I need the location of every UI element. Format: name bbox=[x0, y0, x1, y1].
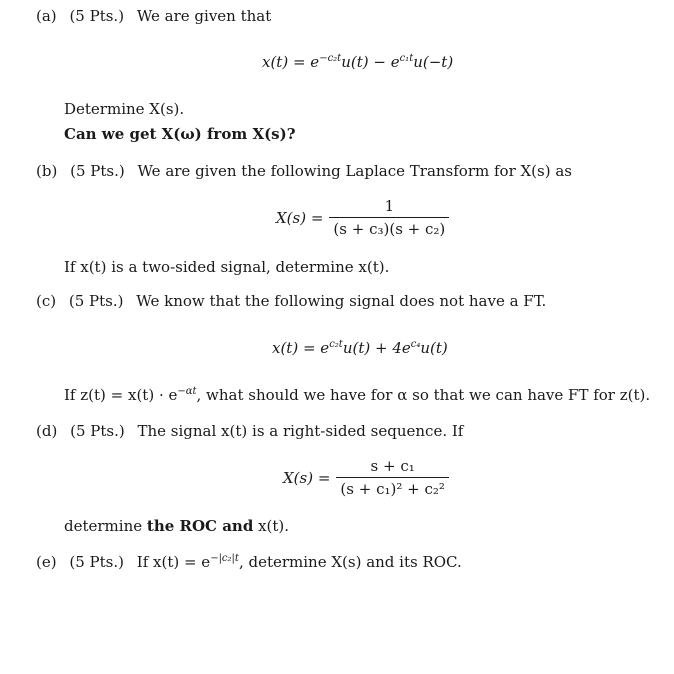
part-e-text-post: , determine X(s) and its ROC. bbox=[238, 553, 462, 571]
part-c-text-pre: If z(t) = x(t) · e bbox=[64, 386, 178, 404]
part-c-text-exp: −αt bbox=[177, 386, 197, 397]
part-b-eq-lhs: X(s) = bbox=[276, 208, 324, 227]
part-c-text bbox=[64, 385, 650, 405]
part-d-numerator: s + c₁ bbox=[336, 457, 448, 478]
part-b-text: If x(t) is a two-sided signal, determine x(t). bbox=[64, 258, 390, 276]
part-b-intro: We are given the following Laplace Transform for X(s) as bbox=[137, 162, 572, 180]
part-c-eq-exp2: c₄ bbox=[410, 339, 421, 350]
part-c-eq-exp1: c₂t bbox=[329, 339, 343, 350]
part-a-eq-lhs: x(t) = e bbox=[262, 53, 320, 71]
part-c-eq-end: u(t) bbox=[420, 339, 448, 357]
part-b-label: (b) bbox=[36, 162, 58, 180]
part-e-points: (5 Pts.) bbox=[69, 553, 124, 571]
part-a-eq-exp1: −c₂t bbox=[319, 53, 342, 64]
part-a-label: (a) bbox=[36, 7, 57, 25]
part-a-eq-exp2: c₁t bbox=[399, 53, 414, 64]
part-e-text-exp: −|c₂|t bbox=[210, 553, 239, 564]
part-b-fraction bbox=[329, 197, 449, 238]
part-b-denominator: (s + c₃)(s + c₂) bbox=[333, 220, 446, 238]
part-c-equation bbox=[272, 338, 448, 358]
part-d-equation bbox=[283, 457, 449, 498]
part-b-equation bbox=[276, 197, 449, 238]
part-a-question: Can we get X(ω) from X(s)? bbox=[64, 125, 296, 143]
part-c-eq-lhs: x(t) = e bbox=[272, 339, 330, 357]
part-a-eq-end: u(−t) bbox=[413, 53, 454, 71]
part-d-determine bbox=[64, 516, 289, 536]
part-a-header bbox=[36, 6, 271, 26]
part-d-determine-post: x(t). bbox=[258, 517, 290, 535]
part-c-intro: We know that the following signal does not have a FT. bbox=[136, 292, 547, 310]
part-d-determine-pre: determine bbox=[64, 517, 143, 535]
part-d-label: (d) bbox=[36, 422, 58, 440]
part-d-denominator: (s + c₁)² + c₂² bbox=[340, 480, 445, 498]
part-c-text-post: , what should we have for α so that we can have FT for z(t). bbox=[196, 386, 651, 404]
part-d-intro: The signal x(t) is a right-sided sequence. If bbox=[137, 422, 464, 440]
part-c-points: (5 Pts.) bbox=[68, 292, 124, 310]
part-c-eq-mid: u(t) + 4e bbox=[342, 339, 411, 357]
part-a-points: (5 Pts.) bbox=[69, 7, 125, 25]
part-e-text-pre: If x(t) = e bbox=[136, 553, 211, 571]
part-e-label: (e) bbox=[36, 553, 57, 571]
part-d-header bbox=[36, 421, 463, 441]
part-a-determine: Determine X(s). bbox=[64, 100, 185, 118]
part-c-label: (c) bbox=[36, 292, 57, 310]
part-c-header bbox=[36, 291, 546, 311]
part-a-eq-mid: u(t) − e bbox=[341, 53, 400, 71]
part-a-intro: We are given that bbox=[136, 7, 272, 25]
part-b-header bbox=[36, 161, 572, 181]
part-b-numerator: 1 bbox=[329, 197, 449, 218]
part-d-determine-bold: the ROC and bbox=[146, 517, 254, 535]
part-e-line bbox=[36, 552, 462, 572]
part-d-eq-lhs: X(s) = bbox=[283, 468, 331, 487]
part-d-fraction bbox=[336, 457, 448, 498]
part-b-points: (5 Pts.) bbox=[70, 162, 125, 180]
part-a-equation bbox=[262, 52, 453, 72]
part-d-points: (5 Pts.) bbox=[70, 422, 125, 440]
